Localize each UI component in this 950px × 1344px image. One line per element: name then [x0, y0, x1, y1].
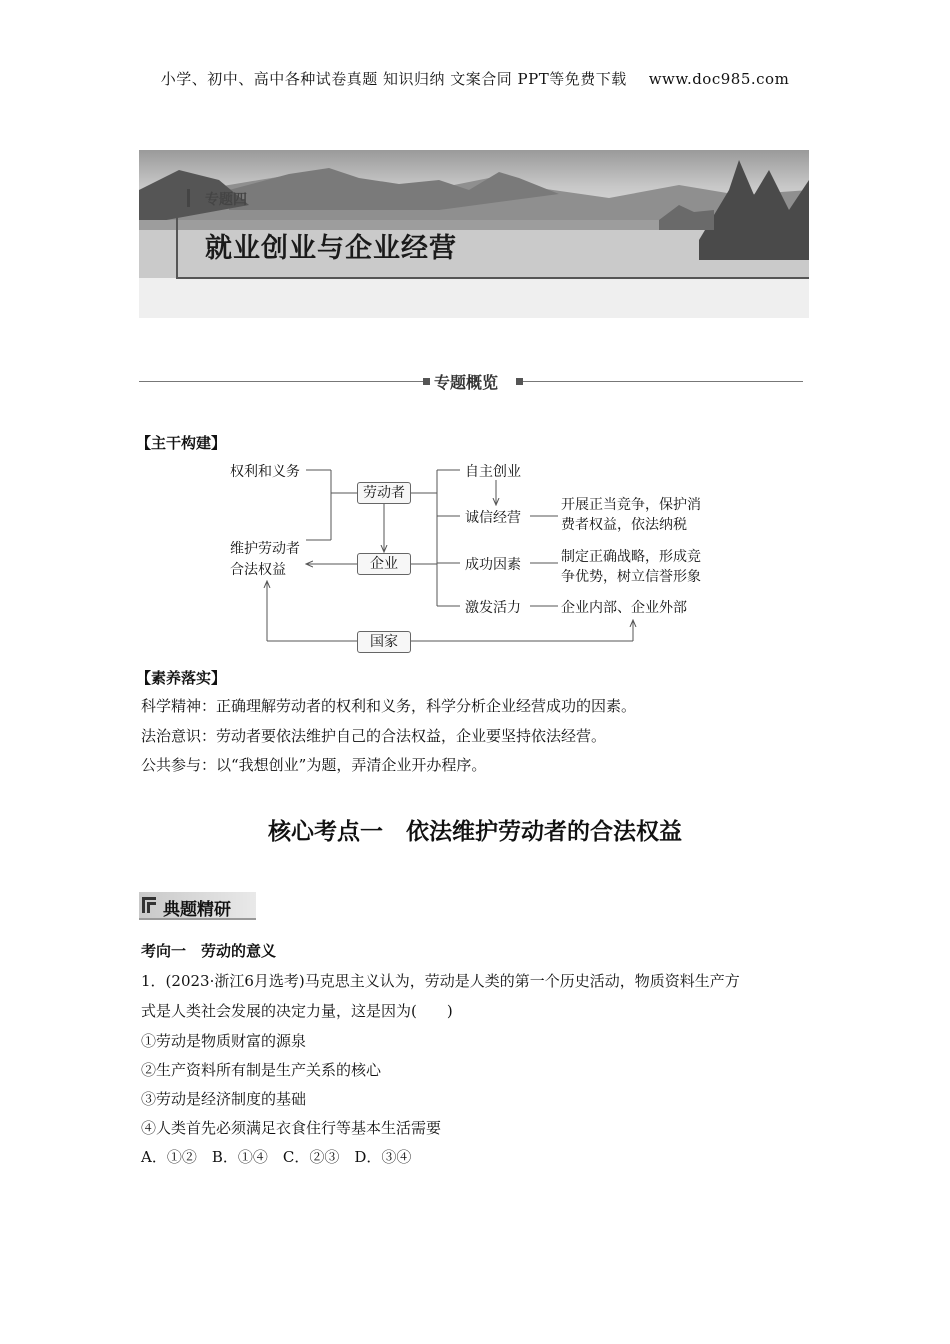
node-success: 成功因素 — [465, 557, 521, 573]
node-protect-line1: 维护劳动者 — [230, 541, 300, 557]
detail-honest-1: 开展正当竞争，保护消 — [561, 497, 701, 513]
core-title: 核心考点一 依法维护劳动者的合法权益 — [268, 819, 682, 845]
detail-success-2: 争优势，树立信誉形象 — [561, 569, 701, 585]
question-option: ②生产资料所有制是生产关系的核心 — [141, 1061, 382, 1079]
banner-tick — [187, 189, 190, 207]
question-stem: 式是人类社会发展的决定力量，这是因为( ) — [141, 1002, 453, 1020]
detail-success-1: 制定正确战略，形成竞 — [561, 549, 701, 565]
node-enterprise: 企业 — [357, 553, 411, 575]
overview-label: 专题概览 — [434, 373, 499, 392]
node-protect-line2: 合法权益 — [230, 562, 286, 578]
node-state: 国家 — [357, 631, 411, 653]
literacy-heading: 【素养落实】 — [136, 669, 227, 687]
literacy-item: 科学精神：正确理解劳动者的权利和义务，科学分析企业经营成功的因素。 — [141, 697, 637, 715]
literacy-item: 法治意识：劳动者要依法维护自己的合法权益，企业要坚持依法经营。 — [141, 727, 607, 745]
header-site: www.doc985.com — [648, 70, 790, 88]
banner-title: 就业创业与企业经营 — [205, 233, 457, 264]
divider-left-line — [139, 381, 424, 382]
tag-bracket-icon — [142, 897, 156, 913]
tag-label: 典题精研 — [163, 900, 231, 920]
header-text: 小学、初中、高中各种试卷真题 知识归纳 文案合同 PPT等免费下载 — [160, 70, 627, 88]
node-vitality: 激发活力 — [465, 600, 521, 616]
node-self-startup: 自主创业 — [465, 464, 521, 480]
literacy-item: 公共参与：以“我想创业”为题，弄清企业开办程序。 — [141, 756, 487, 774]
divider-left-square — [423, 378, 430, 385]
divider-right-square — [516, 378, 523, 385]
question-stem: 1．(2023·浙江6月选考)马克思主义认为，劳动是人类的第一个历史活动，物质资料生产方 — [141, 972, 740, 990]
node-honest: 诚信经营 — [465, 510, 521, 526]
question-option: ③劳动是经济制度的基础 — [141, 1090, 307, 1108]
framework-heading: 【主干构建】 — [136, 434, 227, 452]
direction-heading: 考向一 劳动的意义 — [141, 942, 277, 960]
page-header — [0, 68, 950, 89]
question-option: ④人类首先必须满足衣食住行等基本生活需要 — [141, 1119, 442, 1137]
answer-choices: A．①② B．①④ C．②③ D．③④ — [141, 1148, 412, 1166]
detail-honest-2: 费者权益，依法纳税 — [561, 517, 687, 533]
banner-kicker: 专题四 — [205, 192, 247, 208]
node-rights: 权利和义务 — [230, 464, 300, 480]
divider-right-line — [523, 381, 803, 382]
question-option: ①劳动是物质财富的源泉 — [141, 1032, 307, 1050]
node-laborer: 劳动者 — [357, 482, 411, 504]
detail-vitality: 企业内部、企业外部 — [561, 600, 687, 616]
